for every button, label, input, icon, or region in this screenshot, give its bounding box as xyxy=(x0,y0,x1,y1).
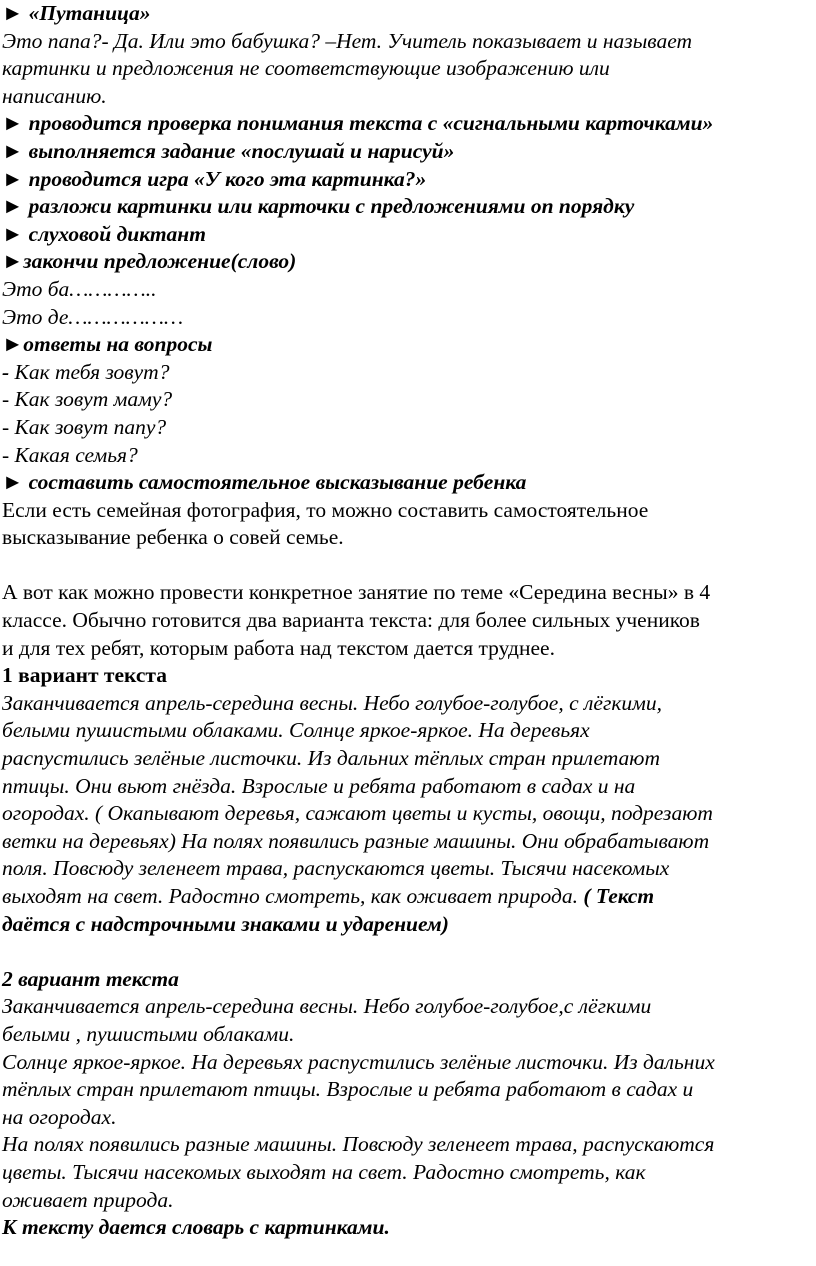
text-line: на огородах. xyxy=(2,1104,117,1129)
example-line: Это де……………… xyxy=(2,304,184,329)
text-line: огородах. ( Окапывают деревья, сажают цветы и кусты, овощи, подрезают xyxy=(2,801,713,826)
bullet-item: ►закончи предложение(слово) xyxy=(2,249,297,274)
text-line: Заканчивается апрель-середина весны. Небо голубое-голубое, с лёгкими, xyxy=(2,690,662,715)
text-line: цветы. Тысячи насекомых выходят на свет. Радостно смотреть, как xyxy=(2,1159,646,1184)
bullet-item: ► составить самостоятельное высказывание ребенка xyxy=(2,470,527,495)
note-line: даётся с надстрочными знаками и ударением) xyxy=(2,911,449,936)
question-line: - Какая семья? xyxy=(2,442,138,467)
bullet-item: ► слуховой диктант xyxy=(2,221,206,246)
example-line: Это ба………….. xyxy=(2,276,157,301)
bullet-item: ► проводится игра «У кого эта картинка?» xyxy=(2,166,427,191)
text-line: птицы. Они вьют гнёзда. Взрослые и ребята работают в садах и на xyxy=(2,773,636,798)
paragraph-line: и для тех ребят, которым работа над текстом дается труднее. xyxy=(2,635,555,660)
paragraph-line: Если есть семейная фотография, то можно составить самостоятельное xyxy=(2,497,649,522)
bullet-item: ► выполняется задание «послушай и нарисуй» xyxy=(2,138,455,163)
question-line xyxy=(2,359,816,387)
bullet-item: ►ответы на вопросы xyxy=(2,332,213,357)
dash: - xyxy=(2,359,10,384)
variant-2-heading: 2 вариант текста xyxy=(2,966,179,991)
paragraph-line: картинки и предложения не соответствующие изображению или xyxy=(2,56,610,81)
text-line: Заканчивается апрель-середина весны. Небо голубое-голубое,с лёгкими xyxy=(2,994,652,1019)
blank-line xyxy=(2,552,816,580)
bullet-item: ► проводится проверка понимания текста с «сигнальными карточками» xyxy=(2,111,714,136)
paragraph-line: высказывание ребенка о совей семье. xyxy=(2,525,344,550)
variant-1-heading: 1 вариант текста xyxy=(2,663,167,688)
paragraph-line: Это папа?- Да. Или это бабушка? –Нет. Учитель показывает и называет xyxy=(2,28,692,53)
closing-line: К тексту дается словарь с картинками. xyxy=(2,1215,390,1240)
text-line: тёплых стран прилетают птицы. Взрослые и ребята работают в садах и xyxy=(2,1077,694,1102)
question-text: Как тебя зовут? xyxy=(9,359,170,384)
bullet-item: ► разложи картинки или карточки с предложениями оп порядку xyxy=(2,194,635,219)
paragraph-line: классе. Обычно готовится два варианта текста: для более сильных учеников xyxy=(2,608,700,633)
text-segment: выходят на свет. Радостно смотреть, как оживает природа. xyxy=(2,884,578,908)
text-line: ветки на деревьях) На полях появились разные машины. Они обрабатывают xyxy=(2,828,710,853)
question-line: - Как зовут маму? xyxy=(2,387,173,412)
paragraph-line: написанию. xyxy=(2,83,107,108)
text-line: оживает природа. xyxy=(2,1187,174,1212)
text-line: Солнце яркое-яркое. На деревьях распустились зелёные листочки. Из дальних xyxy=(2,1049,715,1074)
paragraph-line: А вот как можно провести конкретное занятие по теме «Середина весны» в 4 xyxy=(2,580,711,605)
text-line: белыми , пушистыми облаками. xyxy=(2,1021,295,1046)
text-line xyxy=(2,883,816,911)
blank-line xyxy=(2,938,816,966)
heading-putanitsa: ► «Путаница» xyxy=(2,1,151,25)
text-line: На полях появились разные машины. Повсюду зеленеет трава, распускаются xyxy=(2,1132,715,1157)
text-line: белыми пушистыми облаками. Солнце яркое-яркое. На деревьях xyxy=(2,718,590,743)
text-line: поля. Повсюду зеленеет трава, распускаются цветы. Тысячи насекомых xyxy=(2,856,670,881)
question-line: - Как зовут папу? xyxy=(2,414,167,439)
text-line: распустились зелёные листочки. Из дальних тёплых стран прилетают xyxy=(2,746,660,771)
note-segment: ( Текст xyxy=(578,884,655,908)
